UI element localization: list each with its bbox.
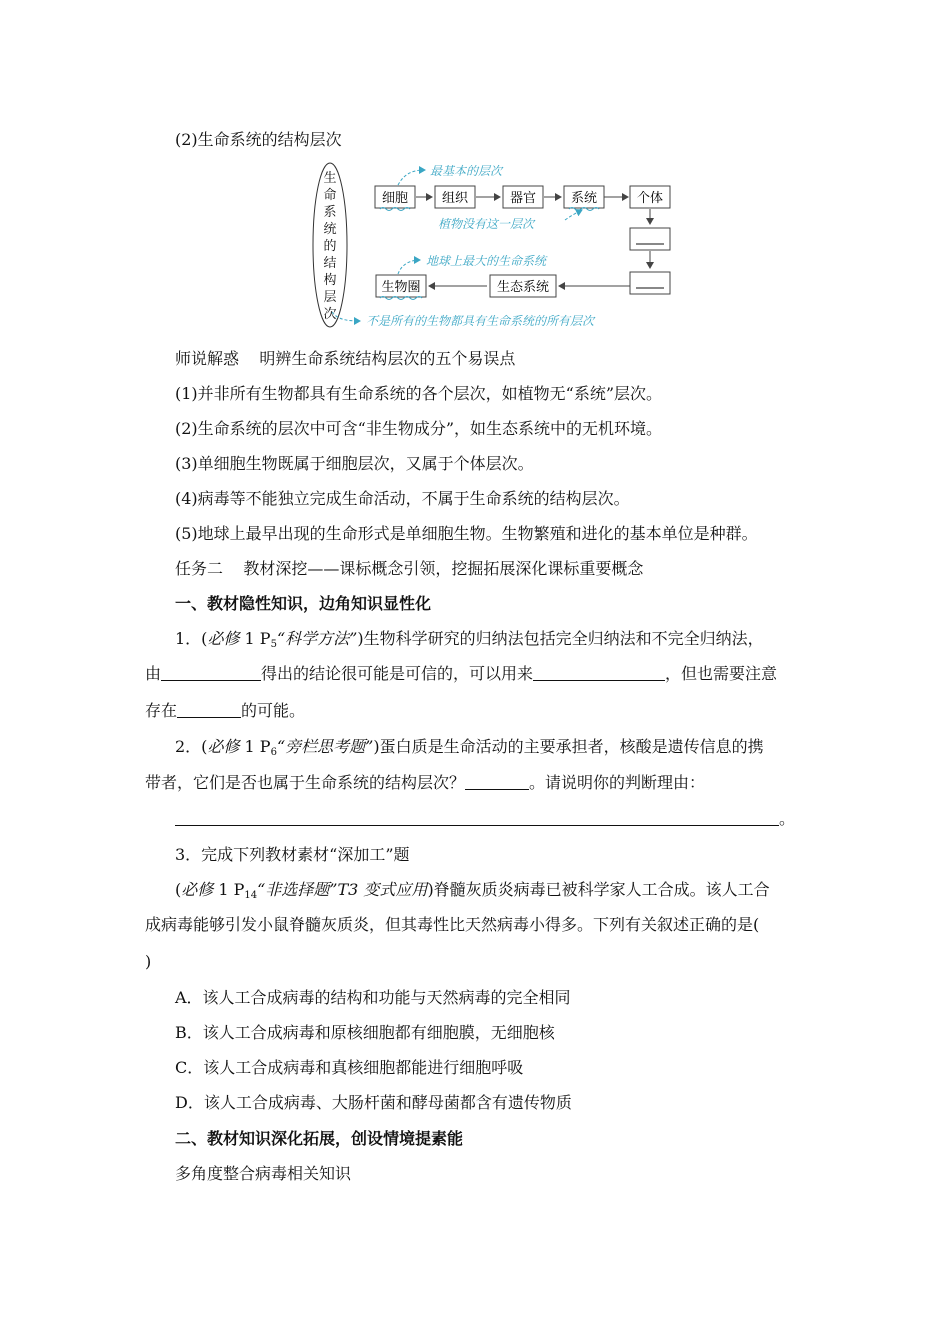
q3-line2: 成病毒能够引发小鼠脊髓灰质炎，但其毒性比天然病毒小得多。下列有关叙述正确的是( [145,915,760,934]
node-biosphere: 生物圈 [381,280,421,295]
q1-blank-3[interactable] [177,701,241,718]
node-tissue: 组织 [441,191,469,206]
section-heading: (2)生命系统的结构层次 [175,130,342,149]
vertical-label-char: 次 [323,307,337,322]
q3-source-sub: 14 [244,890,258,901]
q3-line1 [175,879,770,901]
system-wavy-underline [569,208,599,211]
q3-option-d[interactable]: D．该人工合成病毒、大肠杆菌和酵母菌都含有遗传物质 [175,1093,572,1112]
q3-option-c[interactable]: C．该人工合成病毒和真核细胞都能进行细胞呼吸 [175,1058,524,1077]
cell-wavy-underline [380,208,410,211]
q3-source-book: 1 P [213,880,245,899]
q1-line3 [145,700,305,722]
vertical-label-char: 统 [323,222,337,237]
q1-text3b: 的可能。 [241,701,306,720]
q2-line1 [175,736,764,758]
q1-text2c: ，但也需要注意 [665,664,778,683]
part2-subheading: 多角度整合病毒相关知识 [175,1164,352,1183]
q1-text3a: 存在 [145,701,178,720]
point-2: (2)生命系统的层次中可含“非生物成分”，如生态系统中的无机环境。 [175,419,663,438]
not-all-note [330,308,640,332]
plants-lack-pointer [565,210,582,220]
teacher-note [175,348,515,370]
task2-heading [175,558,643,580]
task2-label: 任务二 [175,559,224,578]
note-not-all: 不是所有的生物都具有生命系统的所有层次 [366,314,595,328]
note-plants-lack: 植物没有这一层次 [438,217,535,231]
point-1: (1)并非所有生物都具有生命系统的各个层次，如植物无“系统”层次。 [175,384,663,403]
q1-source-pre: 必修 [207,629,240,648]
teacher-note-label: 师说解惑 [175,349,240,368]
task2-title: 教材深挖——课标概念引领，挖掘拓展深化课标重要概念 [243,559,644,578]
vertical-label-char: 的 [323,239,337,254]
q2-source-sub: 6 [270,747,277,758]
node-cell: 细胞 [381,191,409,206]
teacher-note-title: 明辨生命系统结构层次的五个易误点 [259,349,516,368]
q1-blank-1[interactable] [161,664,261,681]
vertical-label-char: 生 [323,171,337,186]
note-most-basic: 最基本的层次 [430,164,503,178]
q2-source-tag: “旁栏思考题” [276,737,374,756]
q2-line3 [175,808,795,830]
most-basic-pointer [398,170,425,185]
point-5: (5)地球上最早出现的生命形式是单细胞生物。生物繁殖和进化的基本单位是种群。 [175,524,758,543]
q1-source-sub: 5 [270,639,277,650]
q1-source-book: 1 P [239,629,271,648]
q1-text2b: 得出的结论很可能是可信的，可以用来 [261,664,534,683]
q2-text1: )蛋白质是生命活动的主要承担者，核酸是遗传信息的携 [373,737,764,756]
q3-option-a[interactable]: A．该人工合成病毒的结构和功能与天然病毒的完全相同 [175,988,571,1007]
largest-pointer [398,260,420,274]
q2-source-book: 1 P [239,737,271,756]
vertical-label-char: 层 [323,290,337,305]
q2-text2a: 带者，它们是否也属于生命系统的结构层次？ [145,773,466,792]
q1-line2 [145,663,777,685]
q1-number: 1．( [175,629,208,648]
q3-src-open: ( [175,880,182,899]
q3-source-tag: “非选择题”T3 变式应用 [257,880,428,899]
q2-line2 [145,772,705,794]
q2-text2b: 。请说明你的判断理由： [529,773,706,792]
not-all-pointer [332,312,360,321]
part2-heading: 二、教材知识深化拓展，创设情境提素能 [175,1129,464,1148]
q2-source-pre: 必修 [207,737,240,756]
q2-blank-1[interactable] [465,773,529,790]
q3-text1: )脊髓灰质炎病毒已被科学家人工合成。该人工合 [427,880,770,899]
q2-text3: 。 [779,809,796,828]
vertical-label-char: 系 [323,205,337,220]
q3-source-pre: 必修 [181,880,214,899]
point-4: (4)病毒等不能独立完成生命活动，不属于生命系统的结构层次。 [175,489,630,508]
q1-source-tag: “科学方法” [276,629,358,648]
part1-heading: 一、教材隐性知识，边角知识显性化 [175,594,432,613]
q1-text2a: 由 [145,664,162,683]
vertical-label-char: 结 [323,256,337,271]
note-largest: 地球上最大的生命系统 [426,254,547,268]
vertical-label [323,170,336,322]
node-organ: 器官 [509,191,537,206]
point-3: (3)单细胞生物既属于细胞层次，又属于个体层次。 [175,454,534,473]
q3-line3: ) [145,952,152,971]
q1-blank-2[interactable] [533,664,665,681]
q1-text1: )生物科学研究的归纳法包括完全归纳法和不完全归纳法， [357,629,764,648]
q2-number: 2．( [175,737,208,756]
node-individual: 个体 [636,191,664,206]
q1-line1 [175,628,764,650]
vertical-label-char: 命 [323,188,337,203]
q3-intro: 3．完成下列教材素材“深加工”题 [175,845,410,864]
q2-reason-blank[interactable] [175,809,779,826]
q3-option-b[interactable]: B．该人工合成病毒和原核细胞都有细胞膜，无细胞核 [175,1023,555,1042]
node-ecosystem: 生态系统 [496,280,550,295]
node-system: 系统 [570,191,598,206]
vertical-label-char: 构 [323,273,337,288]
